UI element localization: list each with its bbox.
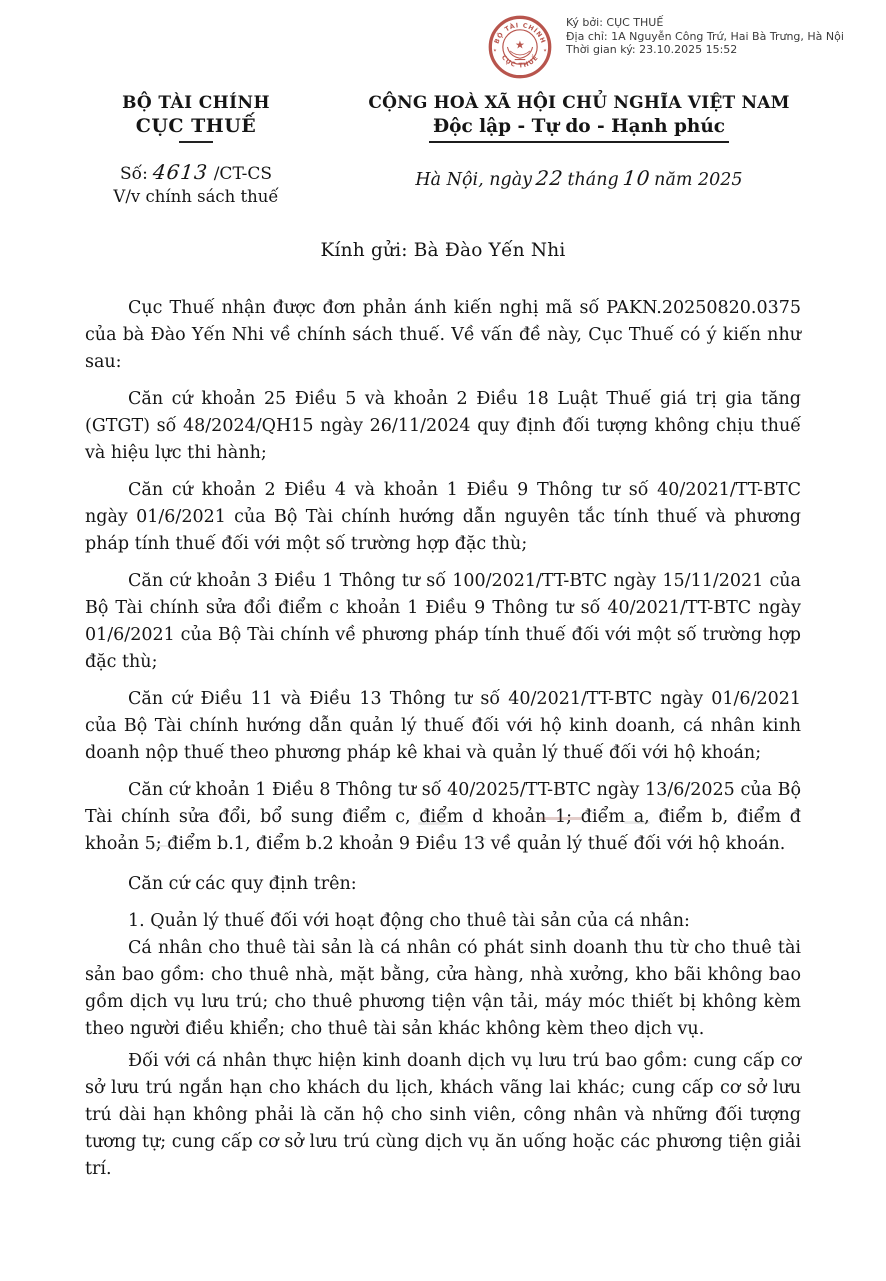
paragraph-legal-basis-4: Căn cứ Điều 11 và Điều 13 Thông tư số 40/2021/TT-BTC ngày 01/6/2021 của Bộ Tài chính hướng dẫn quản lý thuế đối với hộ kinh doanh, cá nhân kinh doanh nộp thuế theo phương pháp kê khai và quản lý thuế đối với hộ khoán; bbox=[85, 689, 801, 763]
paragraph-legal-basis-3: Căn cứ khoản 3 Điều 1 Thông tư số 100/2021/TT-BTC ngày 15/11/2021 của Bộ Tài chính sửa đổi điểm c khoản 1 Điều 9 Thông tư số 40/2021/TT-BTC ngày 01/6/2021 của Bộ Tài chính về phương pháp tính thuế đối với một số trường hợp đặc thù; bbox=[85, 571, 801, 672]
document-number-value: 4613 bbox=[151, 160, 209, 184]
scan-artifact bbox=[152, 845, 174, 847]
paragraph-conclusion-lead: Căn cứ các quy định trên: bbox=[128, 874, 357, 894]
scan-artifact bbox=[418, 822, 448, 825]
date-prefix: Hà Nội, ngày bbox=[415, 170, 533, 190]
letter-body bbox=[85, 295, 801, 1183]
paragraph-legal-basis-1: Căn cứ khoản 25 Điều 5 và khoản 2 Điều 18 Luật Thuế giá trị gia tăng (GTGT) số 48/2024/QH15 ngày 26/11/2024 quy định đối tượng không chịu thuế và hiệu lực thi hành; bbox=[85, 389, 801, 463]
agency-parent-name: BỘ TÀI CHÍNH bbox=[122, 93, 270, 113]
document-number-label: Số: bbox=[120, 164, 148, 184]
subject-line: V/v chính sách thuế bbox=[113, 187, 279, 206]
seal-ring-bottom-text: CỤC THUẾ bbox=[499, 54, 541, 70]
paragraph-intro: Cục Thuế nhận được đơn phản ánh kiến nghị mã số PAKN.20250820.0375 của bà Đào Yến Nhi về chính sách thuế. Về vấn đề này, Cục Thuế có ý kiến như sau: bbox=[85, 298, 801, 372]
document-number-suffix: /CT-CS bbox=[213, 164, 272, 184]
date-month-handwritten: 10 bbox=[621, 166, 652, 190]
letter-content bbox=[85, 240, 801, 1183]
paragraph-section-1-body-2: Đối với cá nhân thực hiện kinh doanh dịch vụ lưu trú bao gồm: cung cấp cơ sở lưu trú ngắn hạn cho khách du lịch, khách vãng lai khác; cung cấp cơ sở lưu trú dài hạn không phải là căn hộ cho sinh viên, công nhân và những đối tượng tương tự; cung cấp cơ sở lưu trú cùng dịch vụ ăn uống hoặc các phương tiện giải trí. bbox=[85, 1051, 801, 1179]
seal-star-icon: ★ bbox=[514, 38, 526, 52]
digital-signature-block bbox=[487, 14, 844, 80]
date-middle: tháng bbox=[567, 170, 619, 190]
paragraph-legal-basis-5: Căn cứ khoản 1 Điều 8 Thông tư số 40/2025/TT-BTC ngày 13/6/2025 của Bộ Tài chính sửa đổi, bổ sung điểm c, điểm d khoản 1; điểm a, điểm b, điểm đ khoản 5; điểm b.1, điểm b.2 khoản 9 Điều 13 về quản lý thuế đối với hộ khoán. bbox=[85, 780, 801, 854]
recipient-line: Kính gửi: Bà Đào Yến Nhi bbox=[320, 240, 566, 261]
national-title: CỘNG HOÀ XÃ HỘI CHỦ NGHĨA VIỆT NAM bbox=[368, 93, 790, 113]
national-motto: Độc lập - Tự do - Hạnh phúc bbox=[429, 116, 729, 143]
signature-time: Thời gian ký: 23.10.2025 15:52 bbox=[566, 43, 738, 56]
scan-artifact bbox=[470, 838, 486, 840]
tax-department-seal-icon bbox=[487, 14, 553, 80]
letterhead bbox=[0, 93, 886, 206]
paragraph-section-1-body: Cá nhân cho thuê tài sản là cá nhân có phát sinh doanh thu từ cho thuê tài sản bao gồm: cho thuê nhà, mặt bằng, cửa hàng, nhà xưởng, kho bãi không bao gồm dịch vụ lưu trú; cho thuê phương tiện vận tải, máy móc thiết bị không kèm theo người điều khiển; cho thuê tài sản khác không kèm theo dịch vụ. bbox=[85, 938, 801, 1039]
seal-side-star-right-icon: ★ bbox=[543, 47, 547, 53]
signature-signer: Ký bởi: CỤC THUẾ bbox=[566, 16, 664, 29]
national-header-block bbox=[312, 93, 846, 206]
agency-underline bbox=[179, 141, 213, 143]
date-day-handwritten: 22 bbox=[534, 166, 565, 190]
signature-info bbox=[566, 14, 844, 57]
paragraph-section-1-title: 1. Quản lý thuế đối với hoạt động cho thuê tài sản của cá nhân: bbox=[128, 911, 690, 931]
paragraph-legal-basis-2: Căn cứ khoản 2 Điều 4 và khoản 1 Điều 9 Thông tư số 40/2021/TT-BTC ngày 01/6/2021 của Bộ Tài chính hướng dẫn nguyên tắc tính thuế và phương pháp tính thuế đối với một số trường hợp đặc thù; bbox=[85, 480, 801, 554]
document-number-line bbox=[80, 160, 312, 184]
date-suffix: năm 2025 bbox=[654, 170, 743, 190]
place-date-line bbox=[312, 166, 846, 190]
seal-ring-top-text: BỘ TÀI CHÍNH bbox=[493, 22, 547, 45]
scan-artifact bbox=[540, 817, 582, 820]
signature-address: Địa chỉ: 1A Nguyễn Công Trứ, Hai Bà Trưng, Hà Nội bbox=[566, 29, 844, 43]
seal-side-star-left-icon: ★ bbox=[493, 47, 497, 53]
agency-name: CỤC THUẾ bbox=[135, 115, 257, 137]
scan-artifact bbox=[624, 821, 650, 824]
issuing-agency-block bbox=[80, 93, 312, 206]
